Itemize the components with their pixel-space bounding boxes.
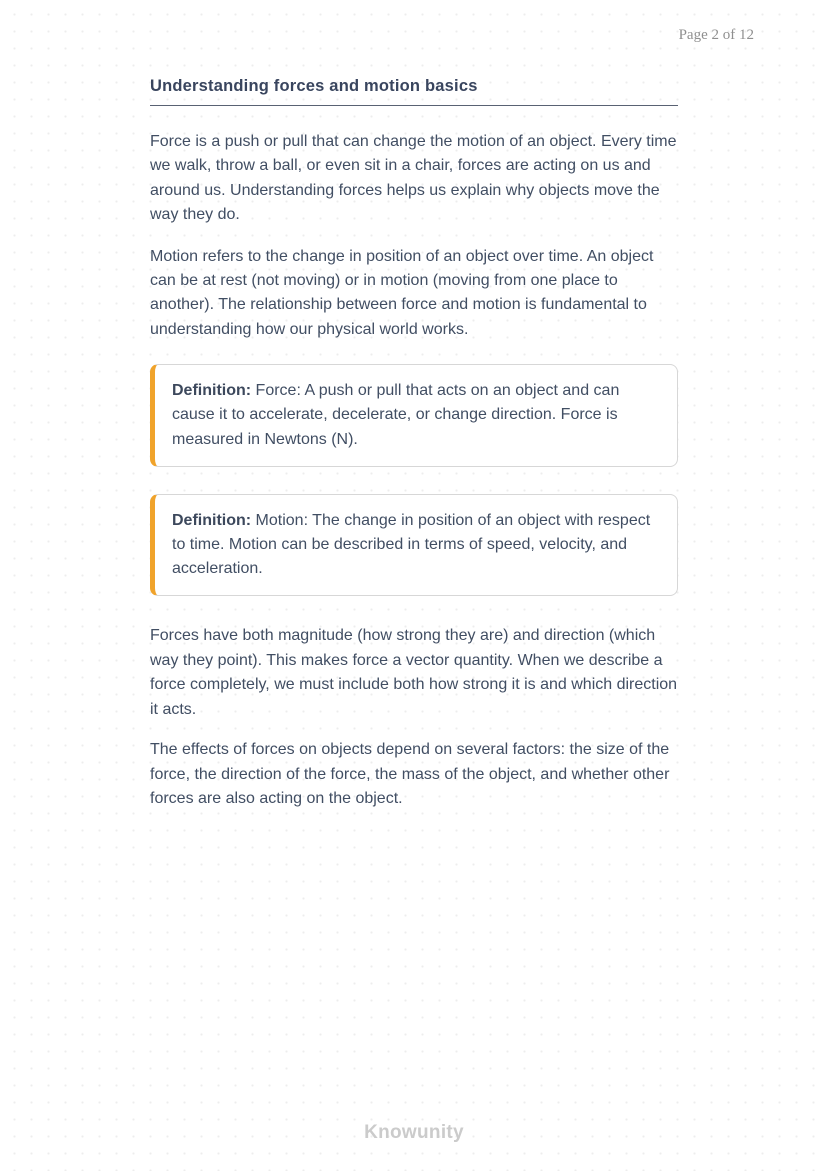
definition-label: Definition:: [172, 511, 252, 529]
paragraph-motion-intro: Motion refers to the change in position of an object over time. An object can be at rest (not moving) or in motion (moving from one place to another). The relationship between force and motion is fundamental to understanding how our physical world works.: [150, 247, 654, 338]
definition-text: [172, 379, 657, 452]
page-number-indicator: Page 2 of 12: [678, 27, 754, 43]
definition-label: Definition:: [172, 382, 252, 400]
definition-text: [172, 509, 657, 582]
paragraph-vector-quantity: Forces have both magnitude (how strong they are) and direction (which way they point). This makes force a vector quantity. When we describe a force completely, we must include both how strong it is and which direction it acts.: [150, 627, 678, 718]
document-title: Understanding forces and motion basics: [150, 77, 478, 95]
title-underline-rule: [150, 105, 678, 106]
paragraph-force-intro: Force is a push or pull that can change the motion of an object. Every time we walk, throw a ball, or even sit in a chair, forces are acting on us and around us. Understanding forces helps us explain why objects move the way they do.: [150, 133, 677, 224]
knowunity-brand-watermark: Knowunity: [364, 1122, 464, 1143]
definition-box-motion: [150, 494, 678, 597]
document-content: [150, 76, 678, 811]
definition-body: Motion: The change in position of an object with respect to time. Motion can be described in terms of speed, velocity, and acceleration.: [172, 511, 651, 578]
definition-box-force: [150, 364, 678, 467]
paragraph-force-effects: The effects of forces on objects depend on several factors: the size of the force, the direction of the force, the mass of the object, and whether other forces are also acting on the object.: [150, 741, 670, 807]
definition-body: Force: A push or pull that acts on an object and can cause it to accelerate, decelerate, or change direction. Force is measured in Newtons (N).: [172, 382, 620, 448]
